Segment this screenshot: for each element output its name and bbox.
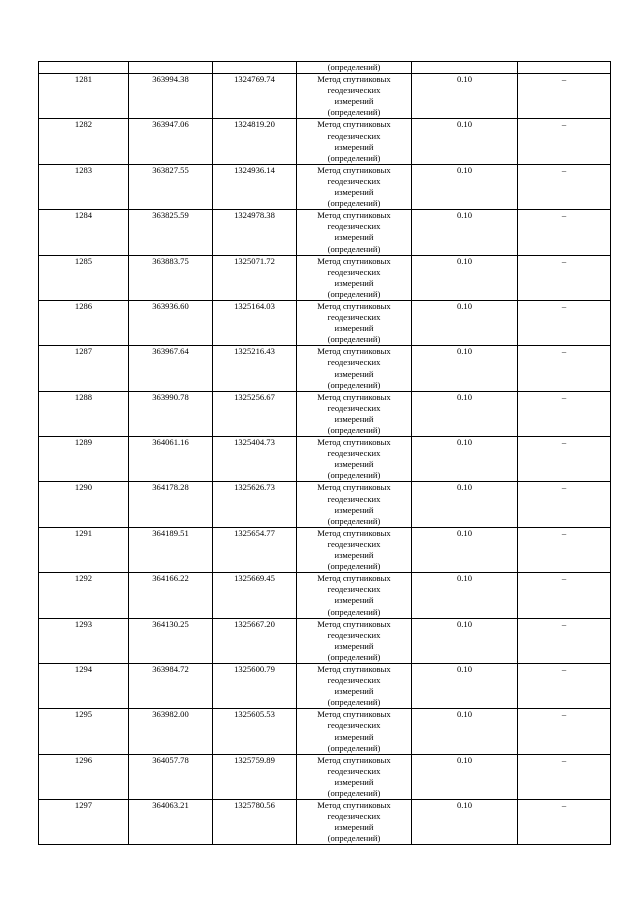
- method-line: (определений): [327, 651, 381, 662]
- x-coordinate-cell: 363827.55: [129, 164, 213, 209]
- method-line: Метод спутниковых: [317, 119, 391, 130]
- description-cell: –: [518, 663, 611, 708]
- x-coordinate-cell: 363990.78: [129, 391, 213, 436]
- y-coordinate-cell: 1325600.79: [213, 663, 297, 708]
- table-row: [39, 709, 611, 754]
- description-cell: –: [518, 482, 611, 527]
- y-coordinate-cell: 1325780.56: [213, 800, 297, 845]
- accuracy-cell: 0.10: [412, 74, 518, 119]
- method-line: измерений: [334, 640, 374, 651]
- x-coordinate-cell: 363967.64: [129, 346, 213, 391]
- x-coordinate-cell: 363947.06: [129, 119, 213, 164]
- method-line: измерений: [334, 368, 374, 379]
- method-line: Метод спутниковых: [317, 800, 391, 811]
- table-row: [39, 573, 611, 618]
- table-row: [39, 210, 611, 255]
- method-line: (определений): [327, 152, 381, 163]
- method-line: (определений): [327, 742, 381, 753]
- method-cell: [297, 164, 412, 209]
- method-cell: [297, 800, 412, 845]
- point-number-cell: 1284: [39, 210, 129, 255]
- continuation-cell-desc: [518, 62, 611, 74]
- point-number-cell: 1282: [39, 119, 129, 164]
- table-row: [39, 527, 611, 572]
- description-cell: –: [518, 800, 611, 845]
- accuracy-cell: 0.10: [412, 391, 518, 436]
- method-line: (определений): [327, 379, 381, 390]
- point-number-cell: 1294: [39, 663, 129, 708]
- method-line: геодезических: [327, 402, 381, 413]
- accuracy-cell: 0.10: [412, 119, 518, 164]
- table-row: [39, 346, 611, 391]
- description-cell: –: [518, 74, 611, 119]
- x-coordinate-cell: 364057.78: [129, 754, 213, 799]
- x-coordinate-cell: 363982.00: [129, 709, 213, 754]
- method-line: измерений: [334, 141, 374, 152]
- method-line: Метод спутниковых: [317, 346, 391, 357]
- method-cell: [297, 482, 412, 527]
- y-coordinate-cell: 1325256.67: [213, 391, 297, 436]
- method-line: измерений: [334, 459, 374, 470]
- point-number-cell: 1290: [39, 482, 129, 527]
- continuation-cell-method: (определений): [297, 62, 412, 74]
- y-coordinate-cell: 1325164.03: [213, 300, 297, 345]
- method-line: геодезических: [327, 493, 381, 504]
- method-line: (определений): [327, 833, 381, 844]
- table-row: [39, 437, 611, 482]
- method-line: (определений): [327, 288, 381, 299]
- continuation-cell-accuracy: [412, 62, 518, 74]
- continuation-row: [39, 62, 611, 74]
- description-cell: –: [518, 210, 611, 255]
- table-row: [39, 300, 611, 345]
- x-coordinate-cell: 363936.60: [129, 300, 213, 345]
- y-coordinate-cell: 1325654.77: [213, 527, 297, 572]
- y-coordinate-cell: 1325667.20: [213, 618, 297, 663]
- method-line: Метод спутниковых: [317, 300, 391, 311]
- method-line: Метод спутниковых: [317, 527, 391, 538]
- point-number-cell: 1283: [39, 164, 129, 209]
- method-line: Метод спутниковых: [317, 754, 391, 765]
- method-line: измерений: [334, 822, 374, 833]
- y-coordinate-cell: 1325669.45: [213, 573, 297, 618]
- table-row: [39, 482, 611, 527]
- accuracy-cell: 0.10: [412, 164, 518, 209]
- method-line: геодезических: [327, 266, 381, 277]
- point-number-cell: 1285: [39, 255, 129, 300]
- method-line: (определений): [327, 107, 381, 118]
- table-row: [39, 754, 611, 799]
- method-line: геодезических: [327, 720, 381, 731]
- method-line: геодезических: [327, 312, 381, 323]
- table-row: [39, 74, 611, 119]
- method-line: геодезических: [327, 130, 381, 141]
- x-coordinate-cell: 364063.21: [129, 800, 213, 845]
- method-line: геодезических: [327, 584, 381, 595]
- method-cell: [297, 210, 412, 255]
- method-line: Метод спутниковых: [317, 74, 391, 85]
- description-cell: –: [518, 346, 611, 391]
- point-number-cell: 1288: [39, 391, 129, 436]
- point-number-cell: 1292: [39, 573, 129, 618]
- method-line: геодезических: [327, 221, 381, 232]
- point-number-cell: 1281: [39, 74, 129, 119]
- method-line: (определений): [327, 425, 381, 435]
- point-number-cell: 1289: [39, 437, 129, 482]
- point-number-cell: 1291: [39, 527, 129, 572]
- y-coordinate-cell: 1324978.38: [213, 210, 297, 255]
- y-coordinate-cell: 1324819.20: [213, 119, 297, 164]
- accuracy-cell: 0.10: [412, 527, 518, 572]
- method-cell: [297, 437, 412, 482]
- method-line: геодезических: [327, 357, 381, 368]
- continuation-cell-y: [213, 62, 297, 74]
- x-coordinate-cell: 364061.16: [129, 437, 213, 482]
- method-line: (определений): [327, 470, 381, 481]
- description-cell: –: [518, 573, 611, 618]
- method-cell: [297, 663, 412, 708]
- method-line: измерений: [334, 96, 374, 107]
- method-line: Метод спутниковых: [317, 663, 391, 674]
- point-number-cell: 1295: [39, 709, 129, 754]
- method-line: Метод спутниковых: [317, 164, 391, 175]
- accuracy-cell: 0.10: [412, 255, 518, 300]
- method-line: (определений): [327, 334, 381, 345]
- method-line: (определений): [327, 561, 381, 572]
- method-line: Метод спутниковых: [317, 391, 391, 402]
- method-cell: [297, 346, 412, 391]
- description-cell: –: [518, 300, 611, 345]
- method-line: Метод спутниковых: [317, 255, 391, 266]
- x-coordinate-cell: 363825.59: [129, 210, 213, 255]
- table-row: [39, 800, 611, 845]
- point-number-cell: 1287: [39, 346, 129, 391]
- y-coordinate-cell: 1324936.14: [213, 164, 297, 209]
- method-line: измерений: [334, 686, 374, 697]
- accuracy-cell: 0.10: [412, 300, 518, 345]
- point-number-cell: 1297: [39, 800, 129, 845]
- accuracy-cell: 0.10: [412, 346, 518, 391]
- method-line: (определений): [327, 697, 381, 708]
- accuracy-cell: 0.10: [412, 573, 518, 618]
- continuation-cell-x: [129, 62, 213, 74]
- accuracy-cell: 0.10: [412, 210, 518, 255]
- table-row: [39, 618, 611, 663]
- method-line: измерений: [334, 323, 374, 334]
- table-row: [39, 391, 611, 436]
- x-coordinate-cell: 363984.72: [129, 663, 213, 708]
- method-line: измерений: [334, 550, 374, 561]
- continuation-cell-num: [39, 62, 129, 74]
- table-row: [39, 663, 611, 708]
- method-line: измерений: [334, 413, 374, 424]
- accuracy-cell: 0.10: [412, 709, 518, 754]
- method-line: Метод спутниковых: [317, 437, 391, 448]
- method-line: геодезических: [327, 448, 381, 459]
- method-line: геодезических: [327, 175, 381, 186]
- y-coordinate-cell: 1325759.89: [213, 754, 297, 799]
- description-cell: –: [518, 255, 611, 300]
- method-cell: [297, 255, 412, 300]
- point-number-cell: 1293: [39, 618, 129, 663]
- method-line: Метод спутниковых: [317, 482, 391, 493]
- method-line: Метод спутниковых: [317, 709, 391, 720]
- method-line: измерений: [334, 731, 374, 742]
- method-line: измерений: [334, 277, 374, 288]
- y-coordinate-cell: 1325626.73: [213, 482, 297, 527]
- method-line: геодезических: [327, 85, 381, 96]
- method-cell: [297, 709, 412, 754]
- description-cell: –: [518, 754, 611, 799]
- table-row: [39, 119, 611, 164]
- method-cell: [297, 754, 412, 799]
- accuracy-cell: 0.10: [412, 618, 518, 663]
- accuracy-cell: 0.10: [412, 482, 518, 527]
- method-line: геодезических: [327, 811, 381, 822]
- point-number-cell: 1286: [39, 300, 129, 345]
- method-cell: [297, 119, 412, 164]
- table-row: [39, 255, 611, 300]
- method-line: Метод спутниковых: [317, 618, 391, 629]
- method-line: геодезических: [327, 765, 381, 776]
- description-cell: –: [518, 119, 611, 164]
- method-line: измерений: [334, 504, 374, 515]
- y-coordinate-cell: 1324769.74: [213, 74, 297, 119]
- y-coordinate-cell: 1325216.43: [213, 346, 297, 391]
- x-coordinate-cell: 364178.28: [129, 482, 213, 527]
- x-coordinate-cell: 364189.51: [129, 527, 213, 572]
- method-line: измерений: [334, 187, 374, 198]
- method-line: измерений: [334, 776, 374, 787]
- description-cell: –: [518, 527, 611, 572]
- y-coordinate-cell: 1325071.72: [213, 255, 297, 300]
- method-cell: [297, 618, 412, 663]
- x-coordinate-cell: 363994.38: [129, 74, 213, 119]
- coordinates-table-body: [39, 62, 611, 845]
- method-line: измерений: [334, 232, 374, 243]
- x-coordinate-cell: 364130.25: [129, 618, 213, 663]
- accuracy-cell: 0.10: [412, 800, 518, 845]
- point-number-cell: 1296: [39, 754, 129, 799]
- method-line: Метод спутниковых: [317, 210, 391, 221]
- table-row: [39, 164, 611, 209]
- description-cell: –: [518, 437, 611, 482]
- y-coordinate-cell: 1325605.53: [213, 709, 297, 754]
- method-line: (определений): [327, 243, 381, 254]
- description-cell: –: [518, 709, 611, 754]
- description-cell: –: [518, 391, 611, 436]
- method-cell: [297, 74, 412, 119]
- coordinates-table: [38, 61, 611, 845]
- method-line: (определений): [327, 788, 381, 798]
- method-line: (определений): [327, 515, 381, 526]
- method-line: (определений): [327, 606, 381, 617]
- y-coordinate-cell: 1325404.73: [213, 437, 297, 482]
- x-coordinate-cell: 364166.22: [129, 573, 213, 618]
- method-cell: [297, 573, 412, 618]
- method-line: (определений): [327, 198, 381, 209]
- method-line: геодезических: [327, 538, 381, 549]
- method-line: Метод спутниковых: [317, 573, 391, 584]
- accuracy-cell: 0.10: [412, 663, 518, 708]
- method-line: геодезических: [327, 629, 381, 640]
- method-line: геодезических: [327, 675, 381, 686]
- description-cell: –: [518, 164, 611, 209]
- description-cell: –: [518, 618, 611, 663]
- method-cell: [297, 527, 412, 572]
- method-cell: [297, 300, 412, 345]
- method-cell: [297, 391, 412, 436]
- x-coordinate-cell: 363883.75: [129, 255, 213, 300]
- method-line: измерений: [334, 595, 374, 606]
- accuracy-cell: 0.10: [412, 754, 518, 799]
- accuracy-cell: 0.10: [412, 437, 518, 482]
